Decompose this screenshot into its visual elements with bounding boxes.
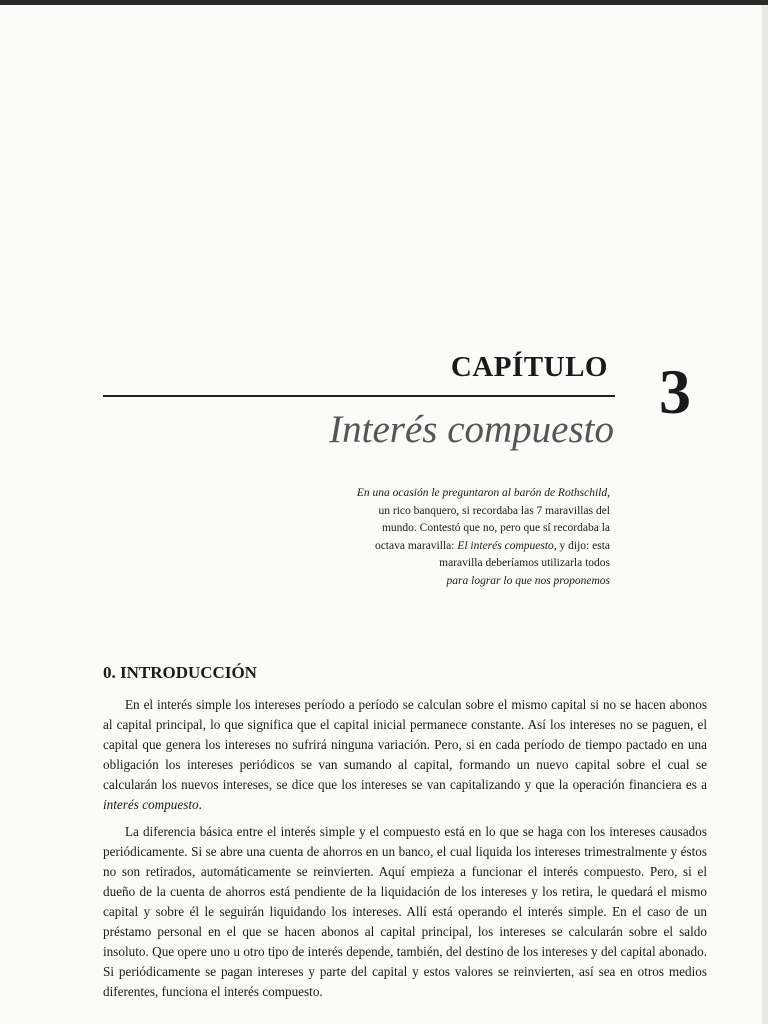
- paragraph: La diferencia básica entre el interés simple y el compuesto está en lo que se haga con los intereses causados periódicamente. Si se abre una cuenta de ahorros en un banco, el cual liquida los intereses trimestralmente y éstos no son retirados, automáticamente se reinvierten. Aquí empieza a funcionar el interés compuesto. Pero, si el dueño de la cuenta de ahorros está pendiente de la liquidación de los intereses y los retira, le quedará el mismo capital y sobre él le seguirán liquidando los intereses. Allí está operando el interés simple. En el caso de un préstamo personal en el que se hacen abonos al capital principal, los intereses se calcularán sobre el saldo insoluto. Que opere uno u otro tipo de interés depende, también, del destino de los intereses y del capital abonado. Si periódicamente se pagan intereses y parte del capital y estos valores se reinvierten, así sea en otros medios diferentes, funciona el interés compuesto.: [103, 824, 707, 999]
- chapter-rule: [103, 395, 615, 397]
- epigraph-line: mundo. Contestó que no, pero que sí recordaba la: [381, 522, 610, 535]
- chapter-title: Interés compuesto: [329, 408, 614, 451]
- paragraph-text: .: [198, 796, 202, 812]
- document-page: [0, 5, 762, 1024]
- epigraph-line: maravilla deberíamos utilizarla todos: [439, 557, 610, 570]
- chapter-label: CAPÍTULO: [450, 351, 608, 383]
- epigraph-emphasis: El interés compuesto: [457, 539, 554, 552]
- epigraph-line-text: , y dijo: esta: [553, 539, 610, 552]
- page-edge: [762, 5, 768, 1024]
- body-text: [103, 695, 707, 1010]
- paragraph-text: En el interés simple los intereses período a período se calculan sobre el mismo capital si no se hacen abonos al capital principal, lo que significa que el capital inicial permanece constante. Así los intereses no se paguen, el capital que genera los intereses no sufrirá ninguna variación. Pero, si en cada período de tiempo pactado en una obligación los intereses periódicos se van sumando al capital, formando un nuevo capital sobre el cual se calcularán los nuevos intereses, se dice que los intereses se van capitalizando y que la operación financiera es a: [103, 697, 707, 792]
- chapter-number: 3: [659, 356, 691, 427]
- section-heading: 0. INTRODUCCIÓN: [103, 663, 257, 682]
- epigraph-line: En una ocasión le preguntaron al barón de Rothschild,: [356, 487, 610, 499]
- epigraph: [270, 485, 610, 591]
- paragraph: [103, 695, 707, 814]
- paragraph-emphasis: interés compuesto: [103, 796, 199, 812]
- epigraph-line-text: octava maravilla:: [374, 539, 458, 552]
- epigraph-line: [270, 538, 610, 556]
- epigraph-line: para lograr lo que nos proponemos: [446, 574, 610, 587]
- page-bottom-edge: [0, 1020, 762, 1024]
- epigraph-line: un rico banquero, si recordaba las 7 maravillas del: [378, 504, 610, 517]
